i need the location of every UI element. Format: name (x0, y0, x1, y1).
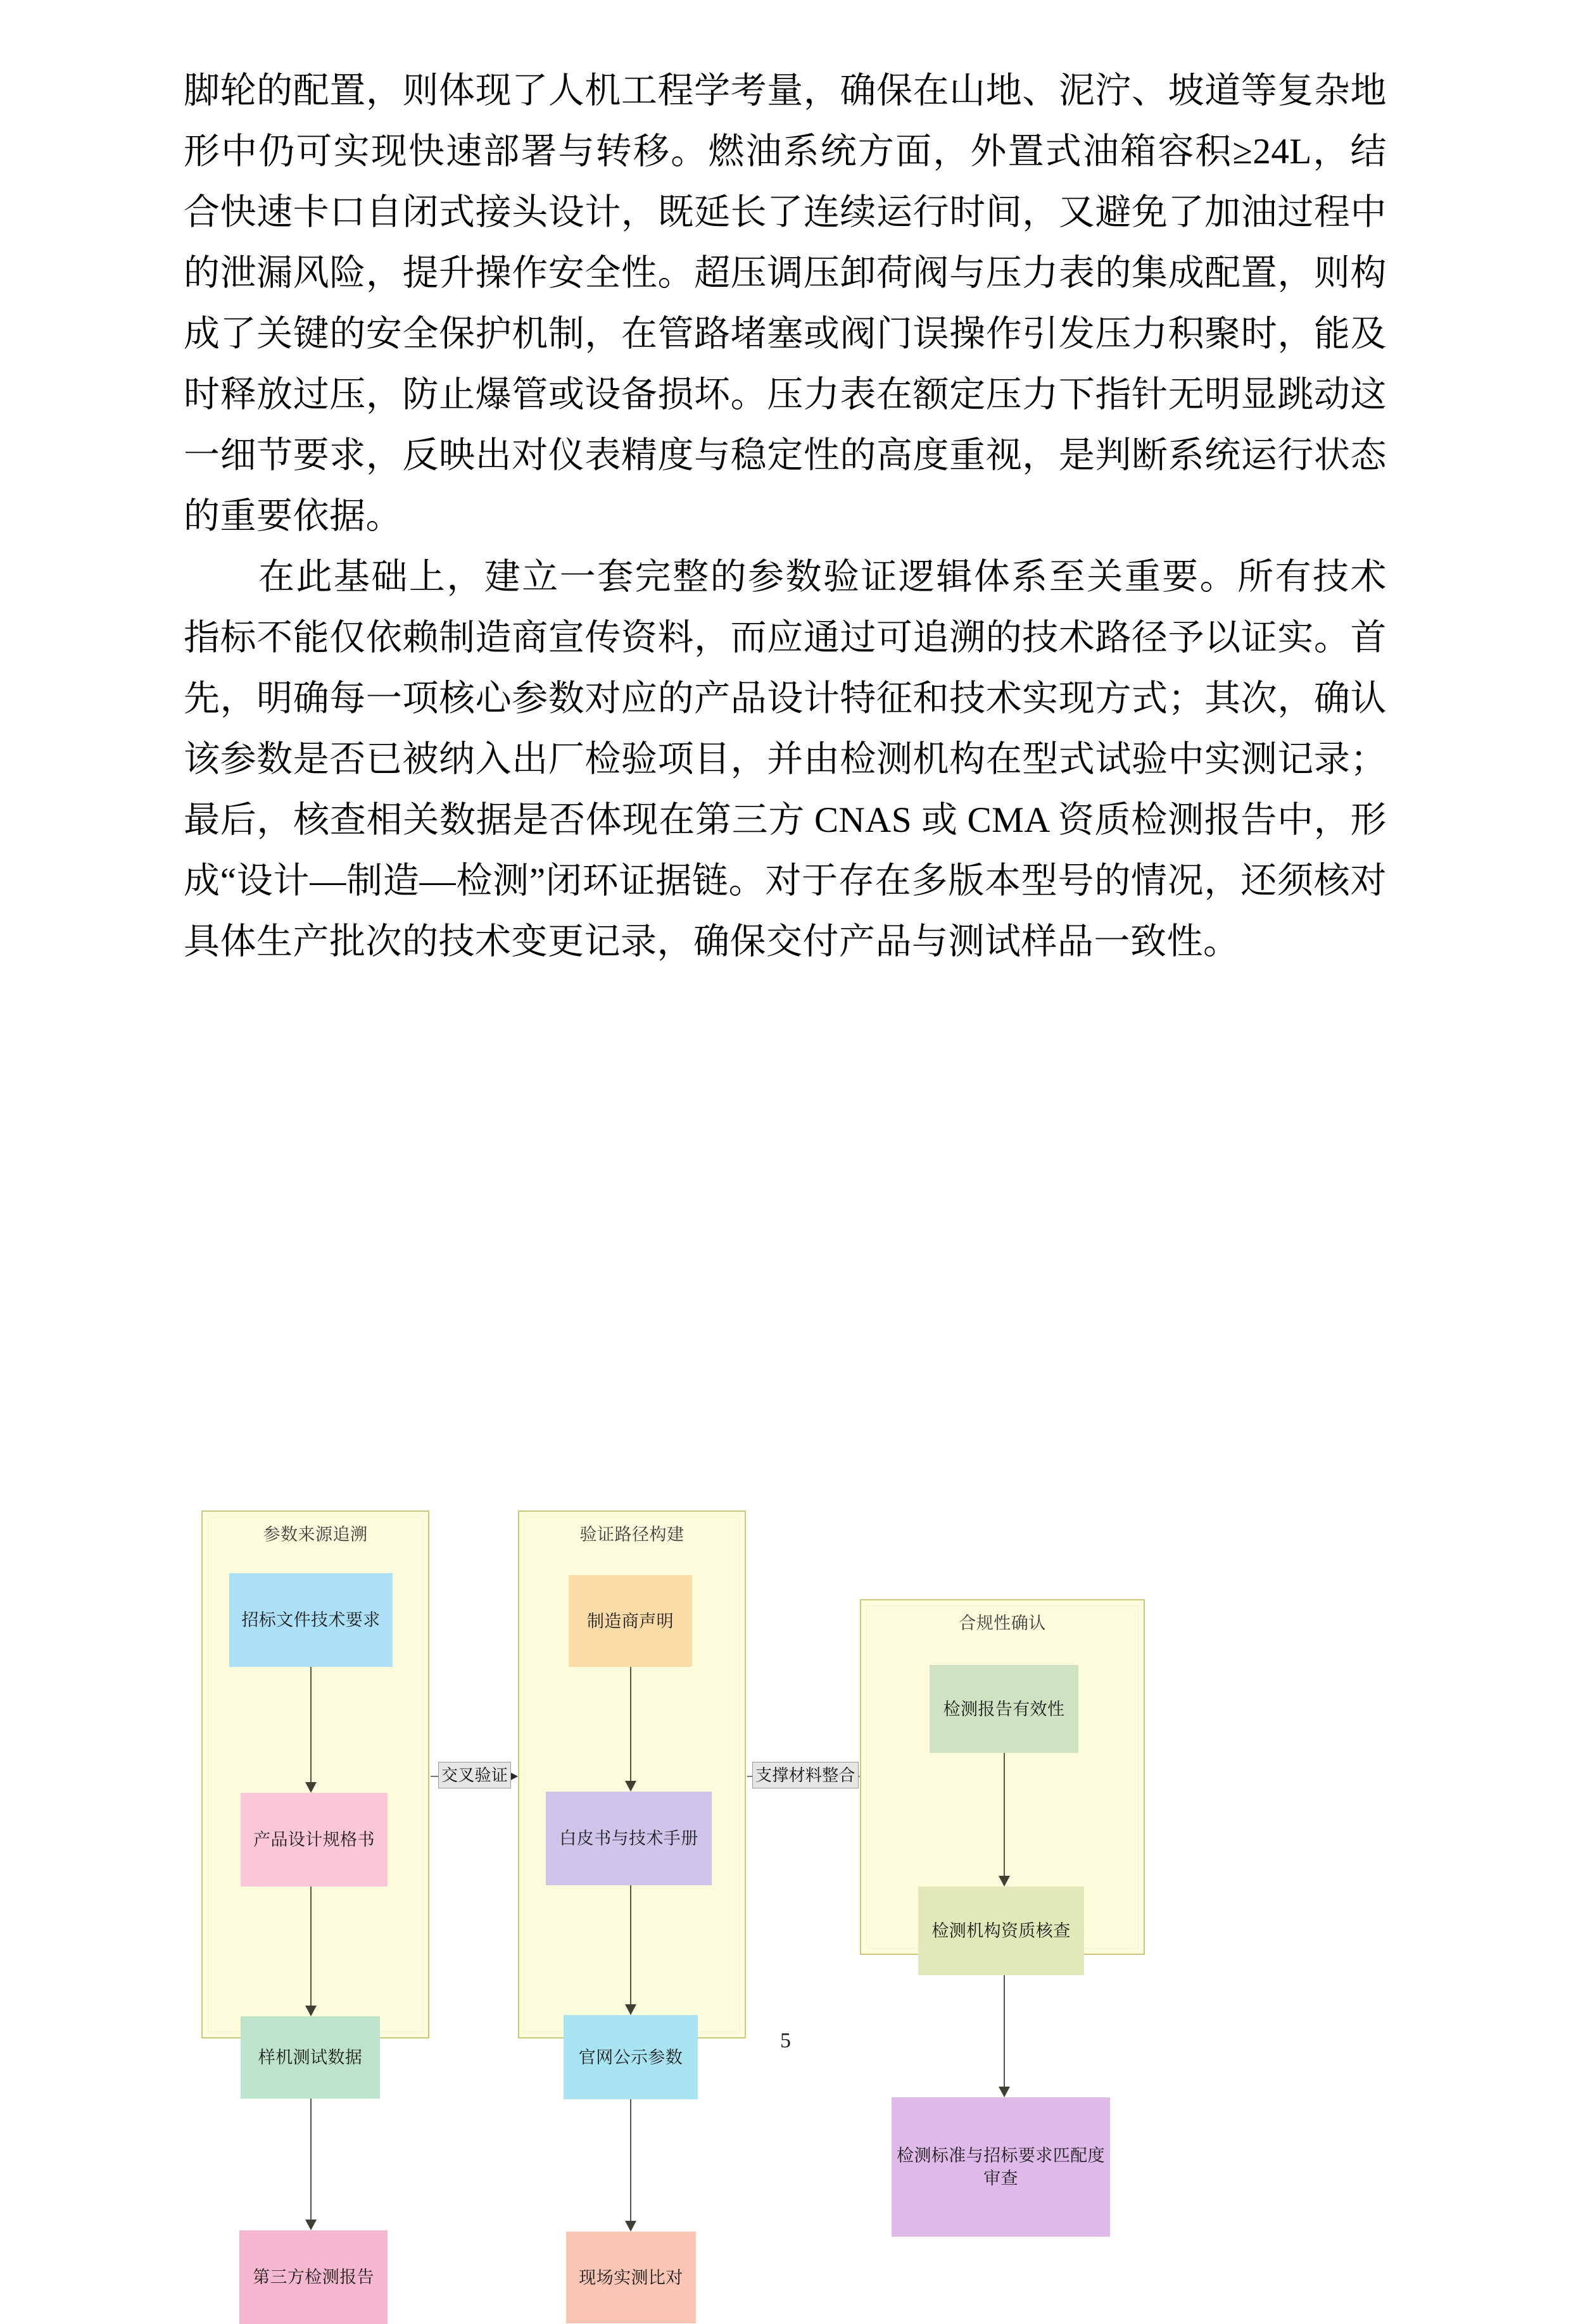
paragraph-1: 脚轮的配置，则体现了人机工程学考量，确保在山地、泥泞、坡道等复杂地形中仍可实现快速部署与转移。燃油系统方面，外置式油箱容积≥24L，结合快速卡口自闭式接头设计，既延长了连续运行时间，又避免了加油过程中的泄漏风险，提升操作安全性。超压调压卸荷阀与压力表的集成配置，则构成了关键的安全保护机制，在管路堵塞或阀门误操作引发压力积聚时，能及时释放过压，防止爆管或设备损坏。压力表在额定压力下指针无明显跳动这一细节要求，反映出对仪表精度与稳定性的高度重视，是判断系统运行状态的重要依据。 (184, 71, 1387, 536)
arrow-down-icon (630, 1885, 631, 2005)
node-whitepaper-technical-manual[interactable]: 白皮书与技术手册 (546, 1792, 712, 1885)
node-third-party-test-report[interactable]: 第三方检测报告 (239, 2230, 388, 2324)
arrow-down-icon (310, 1887, 312, 2006)
verification-flow-diagram (184, 1412, 1418, 2287)
arrow-down-icon (630, 2099, 631, 2221)
edge-label-supporting-material-integration: 支撑材料整合 (752, 1762, 859, 1788)
lane-title-2: 验证路径构建 (579, 1525, 685, 1544)
node-prototype-test-data[interactable]: 样机测试数据 (241, 2016, 380, 2099)
body-text (184, 61, 1387, 972)
node-tender-technical-requirements[interactable]: 招标文件技术要求 (229, 1573, 393, 1667)
node-test-report-validity[interactable]: 检测报告有效性 (930, 1665, 1078, 1753)
arrow-down-icon (1004, 1753, 1005, 1876)
node-product-design-spec[interactable]: 产品设计规格书 (241, 1793, 388, 1887)
arrow-down-icon (630, 1667, 631, 1781)
paragraph-2: 在此基础上，建立一套完整的参数验证逻辑体系至关重要。所有技术指标不能仅依赖制造商宣传资料，而应通过可追溯的技术路径予以证实。首先，明确每一项核心参数对应的产品设计特征和技术实现方式；其次，确认该参数是否已被纳入出厂检验项目，并由检测机构在型式试验中实测记录；最后，核查相关数据是否体现在第三方 CNAS 或 CMA 资质检测报告中，形成“设计—制造—检测”闭环证据链。对于存在多版本型号的情况，还须核对具体生产批次的技术变更记录，确保交付产品与测试样品一致性。 (184, 557, 1387, 962)
node-manufacturer-statement[interactable]: 制造商声明 (569, 1575, 692, 1667)
arrow-down-icon (310, 1667, 312, 1783)
lane-title-1: 参数来源追溯 (263, 1525, 368, 1544)
node-official-website-parameters[interactable]: 官网公示参数 (564, 2015, 698, 2099)
node-standard-requirement-match-review[interactable]: 检测标准与招标要求匹配度审查 (892, 2097, 1110, 2237)
node-testing-agency-qualification-review[interactable]: 检测机构资质核查 (918, 1887, 1084, 1975)
lane-title-3: 合规性确认 (959, 1614, 1046, 1633)
edge-label-cross-validation: 交叉验证 (438, 1762, 511, 1788)
page-number: 5 (780, 2029, 791, 2052)
node-onsite-measurement-comparison[interactable]: 现场实测比对 (566, 2232, 696, 2323)
arrow-down-icon (310, 2099, 312, 2220)
